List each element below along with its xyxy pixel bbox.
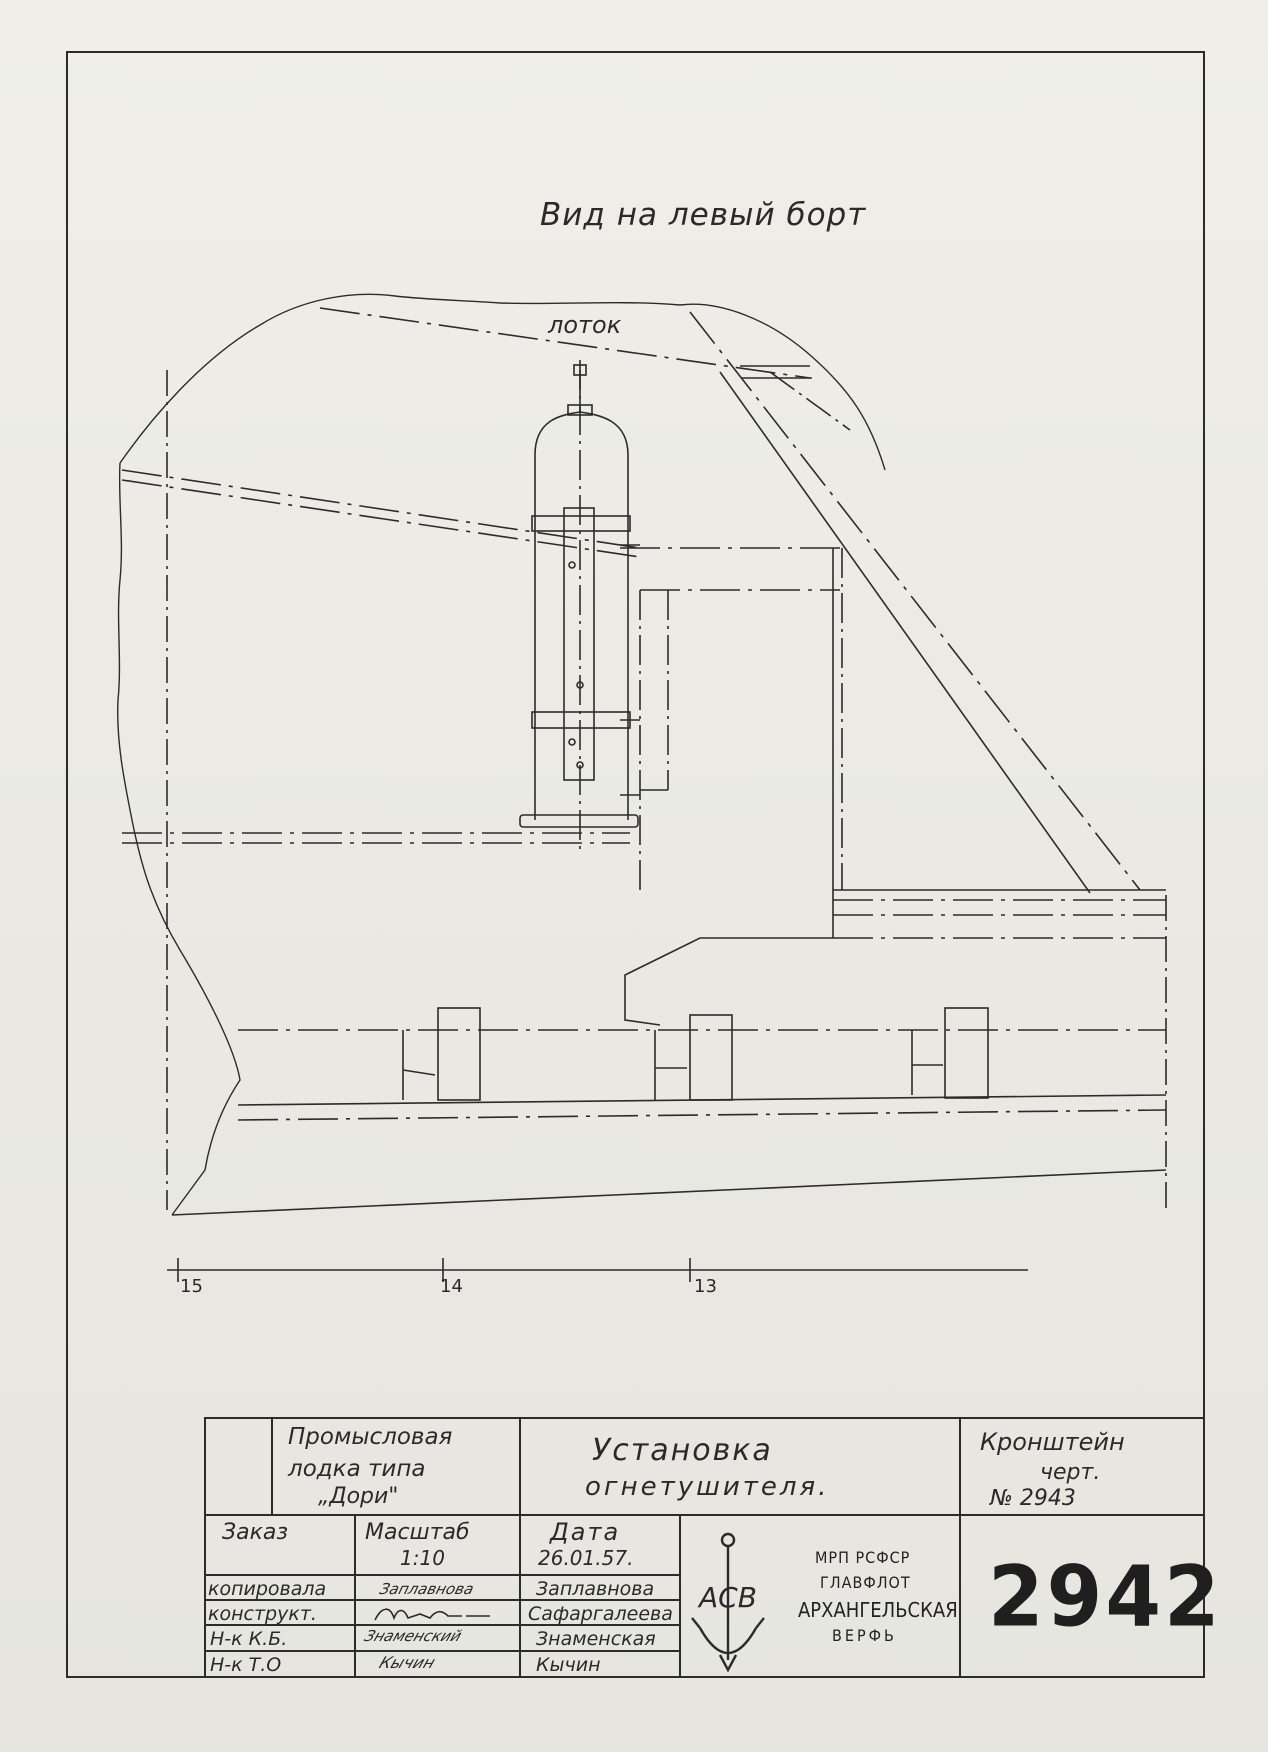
product-line-3: „Дори"	[318, 1484, 399, 1509]
scale-value: 1:10	[400, 1546, 445, 1570]
reference-line-3: № 2943	[990, 1486, 1076, 1511]
order-label: Заказ	[222, 1520, 289, 1545]
org-line-2: ГЛАВФЛОТ	[820, 1573, 911, 1592]
drawing-title-line-2: огнетушителя.	[585, 1472, 830, 1502]
name-head-kb: Знаменская	[536, 1628, 656, 1650]
date-label: Дата	[550, 1518, 621, 1546]
drawing-title-line-1: Установка	[592, 1433, 773, 1468]
signature-1: Заплавнова	[377, 1580, 476, 1598]
frame-number-15: 15	[180, 1276, 203, 1297]
view-title: Вид на левый борт	[540, 197, 867, 233]
extinguisher-body	[535, 412, 628, 820]
frame-number-13: 13	[694, 1276, 717, 1297]
role-copied: копировала	[208, 1578, 327, 1600]
signature-4: Кычин	[376, 1653, 438, 1672]
org-line-1: МРП РСФСР	[815, 1548, 911, 1567]
scale-label: Масштаб	[365, 1520, 470, 1545]
product-line-1: Промысловая	[288, 1424, 453, 1450]
signature-3: Знаменский	[361, 1627, 465, 1645]
role-designer: конструкт.	[208, 1603, 317, 1625]
name-copied: Заплавнова	[536, 1578, 655, 1600]
name-head-to: Кычин	[536, 1654, 601, 1676]
org-line-3: АРХАНГЕЛЬСКАЯ	[798, 1598, 958, 1622]
signature-2	[370, 1602, 510, 1626]
name-designer: Сафаргалеева	[528, 1603, 673, 1625]
logo-letters: АСВ	[699, 1581, 757, 1614]
reference-line-1: Кронштейн	[980, 1428, 1125, 1456]
bracket-strip	[564, 508, 594, 780]
product-line-2: лодка типа	[288, 1456, 426, 1482]
drawing-number: 2942	[988, 1547, 1223, 1646]
tray-label: лоток	[548, 311, 622, 339]
role-head-kb: Н-к К.Б.	[210, 1628, 288, 1650]
date-value: 26.01.57.	[538, 1546, 634, 1570]
org-line-4: ВЕРФЬ	[832, 1626, 897, 1645]
role-head-to: Н-к Т.О	[210, 1654, 282, 1676]
frame-number-14: 14	[440, 1276, 463, 1297]
reference-line-2: черт.	[1040, 1460, 1101, 1485]
